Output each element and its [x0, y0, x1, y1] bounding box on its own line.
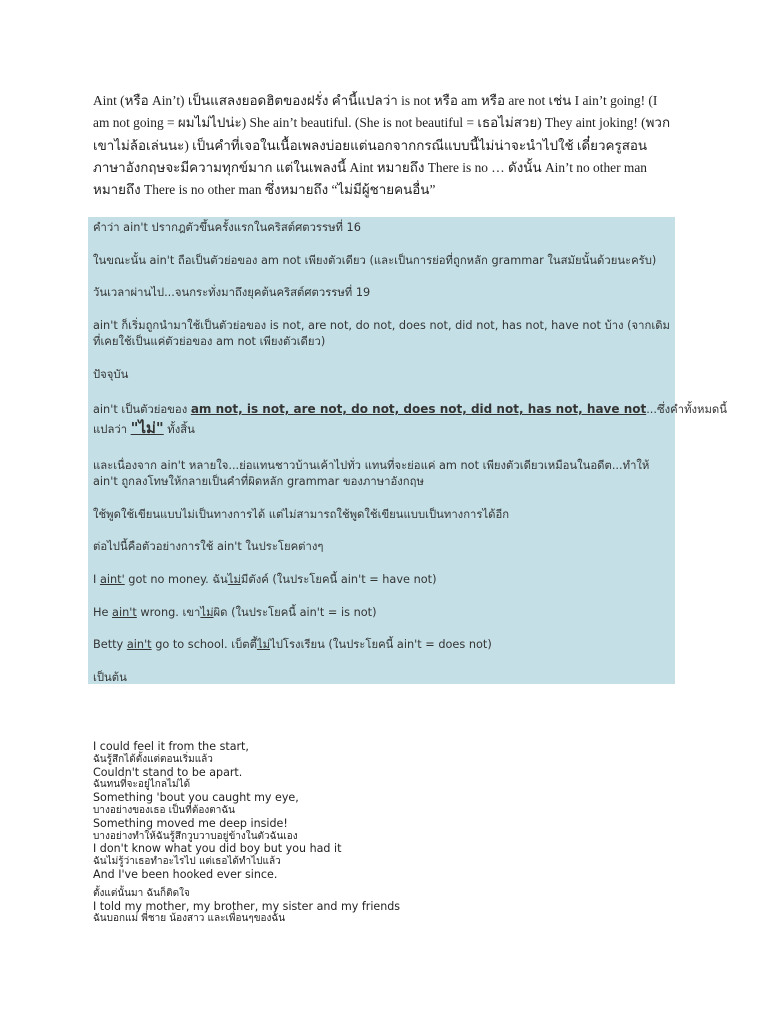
panel-line: ใช้พูดใช้เขียนแบบไม่เป็นทางการได้ แต่ไม่สามารถใช้พูดใช้เขียนแบบเป็นทางการได้อีก: [93, 508, 510, 521]
lyric-translation: ฉันไม่รู้ว่าเธอทำอะไรไป แต่เธอได้ทำไปแล้ว: [93, 856, 281, 868]
panel-line-meaning: [93, 420, 671, 438]
text: ผิด (ในประโยคนี้ ain't = is not): [213, 606, 377, 619]
lyric-line: Couldn't stand to be apart.: [93, 765, 243, 779]
panel-line: คำว่า ain't ปรากฎตัวขึ้นครั้งแรกในคริสต์ศตวรรษที่ 16: [93, 221, 361, 234]
emphasis: am not, is not, are not, do not, does not, did not, has not, have not: [190, 402, 647, 416]
intro-paragraph: Aint (หรือ Ain’t) เป็นแสลงยอดฮิตของฝรั่ง คำนี้แปลว่า is not หรือ am หรือ are not เช่น I ain’t going! (I am not going = ผมไม่ไปน่ะ) She ain’t beautiful. (She is not beautiful = เธอไม่สวย) They aint joking! (พวกเขาไม่ล้อเล่นนะ) เป็นคำที่เจอในเนื้อเพลงบ่อยแต่นอกจากกรณีแบบนี้ไม่น่าจะนำไปใช้ เดี๋ยวครูสอนภาษาอังกฤษจะมีความทุกข์มาก แต่ในเพลงนี้ Aint หมายถึง There is no … ดังนั้น Ain’t no other man หมายถึง There is no other man ซึ่งหมายถึง “ไม่มีผู้ชายคนอื่น”: [93, 93, 671, 198]
text: Betty: [93, 638, 127, 651]
lyric-translation: ตั้งแต่นั้นมา ฉันก็ติดใจ: [93, 887, 190, 899]
panel-line: เป็นต้น: [93, 671, 127, 684]
lyric-line: And I've been hooked ever since.: [93, 867, 278, 881]
lyric-translation: ฉันรู้สึกได้ตั้งแต่ตอนเริ่มแล้ว: [93, 753, 213, 765]
underlined-word: ไม่: [256, 638, 271, 651]
panel-line: ในขณะนั้น ain't ถือเป็นตัวย่อของ am not เพียงตัวเดียว (และเป็นการย่อที่ถูกหลัก grammar ในสมัยนั้นด้วยนะครับ): [93, 254, 657, 267]
lyric-line: I told my mother, my brother, my sister and my friends: [93, 899, 401, 913]
lyric-translation: ฉันบอกแม่ พี่ชาย น้องสาว และเพื่อนๆของฉัน: [93, 913, 286, 925]
underlined-word: aint': [99, 573, 125, 586]
panel-line: ต่อไปนี้คือตัวอย่างการใช้ ain't ในประโยคต่างๆ: [93, 540, 324, 553]
lyric-line: I don't know what you did boy but you had it: [93, 842, 342, 856]
panel-line: วันเวลาผ่านไป...จนกระทั่งมาถึงยุคต้นคริสต์ศตวรรษที่ 19: [93, 286, 371, 299]
lyric-line: Something moved me deep inside!: [93, 816, 288, 830]
underlined-word: ไม่: [200, 606, 214, 619]
info-panel: [88, 217, 727, 684]
text: go to school. เบ็ตตี้: [151, 638, 257, 651]
lyric-line: I could feel it from the start,: [93, 740, 249, 753]
example-line: [93, 605, 671, 621]
text: มีตังค์ (ในประโยคนี้ ain't = have not): [240, 573, 437, 586]
lyric-translation: บางอย่างทำให้ฉันรู้สึกวูบวาบอยู่ข้างในตัวฉันเอง: [93, 830, 298, 842]
underlined-word: ไม่: [227, 573, 241, 586]
text: He: [93, 606, 113, 619]
emphasis-mai: "ไม่": [130, 419, 164, 437]
text: ไปโรงเรียน (ในประโยคนี้ ain't = does not): [270, 638, 492, 651]
text: got no money. ฉัน: [124, 573, 228, 586]
text: ...ซึ่งคำทั้งหมดนี้: [646, 403, 727, 416]
panel-line: ปัจจุบัน: [93, 368, 129, 381]
text: ทั้งสิ้น: [163, 423, 195, 436]
lyric-translation: บางอย่างของเธอ เป็นที่ต้องตาฉัน: [93, 804, 235, 816]
text: ain't เป็นตัวย่อของ: [93, 403, 191, 416]
underlined-word: ain't: [126, 638, 152, 651]
panel-line: ain't ก็เริ่มถูกนำมาใช้เป็นตัวย่อของ is not, are not, do not, does not, did not, has not, have not บ้าง (จากเดิมที่เคยใช้เป็นแค่ตัวย่อของ am not เพียงตัวเดียว): [93, 319, 670, 348]
lyric-line: Something 'bout you caught my eye,: [93, 791, 299, 805]
underlined-word: ain't: [112, 606, 137, 619]
panel-line: และเนื่องจาก ain't หลายใจ...ย่อแทนชาวบ้านเค้าไปทั่ว แทนที่จะย่อแค่ am not เพียงตัวเดียวเหมือนในอดีต...ทำให้ ain't ถูกลงโทษให้กลายเป็นคำที่ผิดหลัก grammar ของภาษาอังกฤษ: [93, 459, 650, 488]
text: แปลว่า: [93, 423, 131, 436]
panel-line-abbrev: [93, 401, 727, 418]
example-line: [93, 637, 671, 653]
example-line: [93, 572, 671, 588]
text: I: [93, 573, 100, 586]
lyrics-block: [93, 741, 400, 926]
text: wrong. เขา: [136, 606, 201, 619]
lyric-translation: ฉันทนที่จะอยู่ไกลไม่ได้: [93, 779, 191, 791]
